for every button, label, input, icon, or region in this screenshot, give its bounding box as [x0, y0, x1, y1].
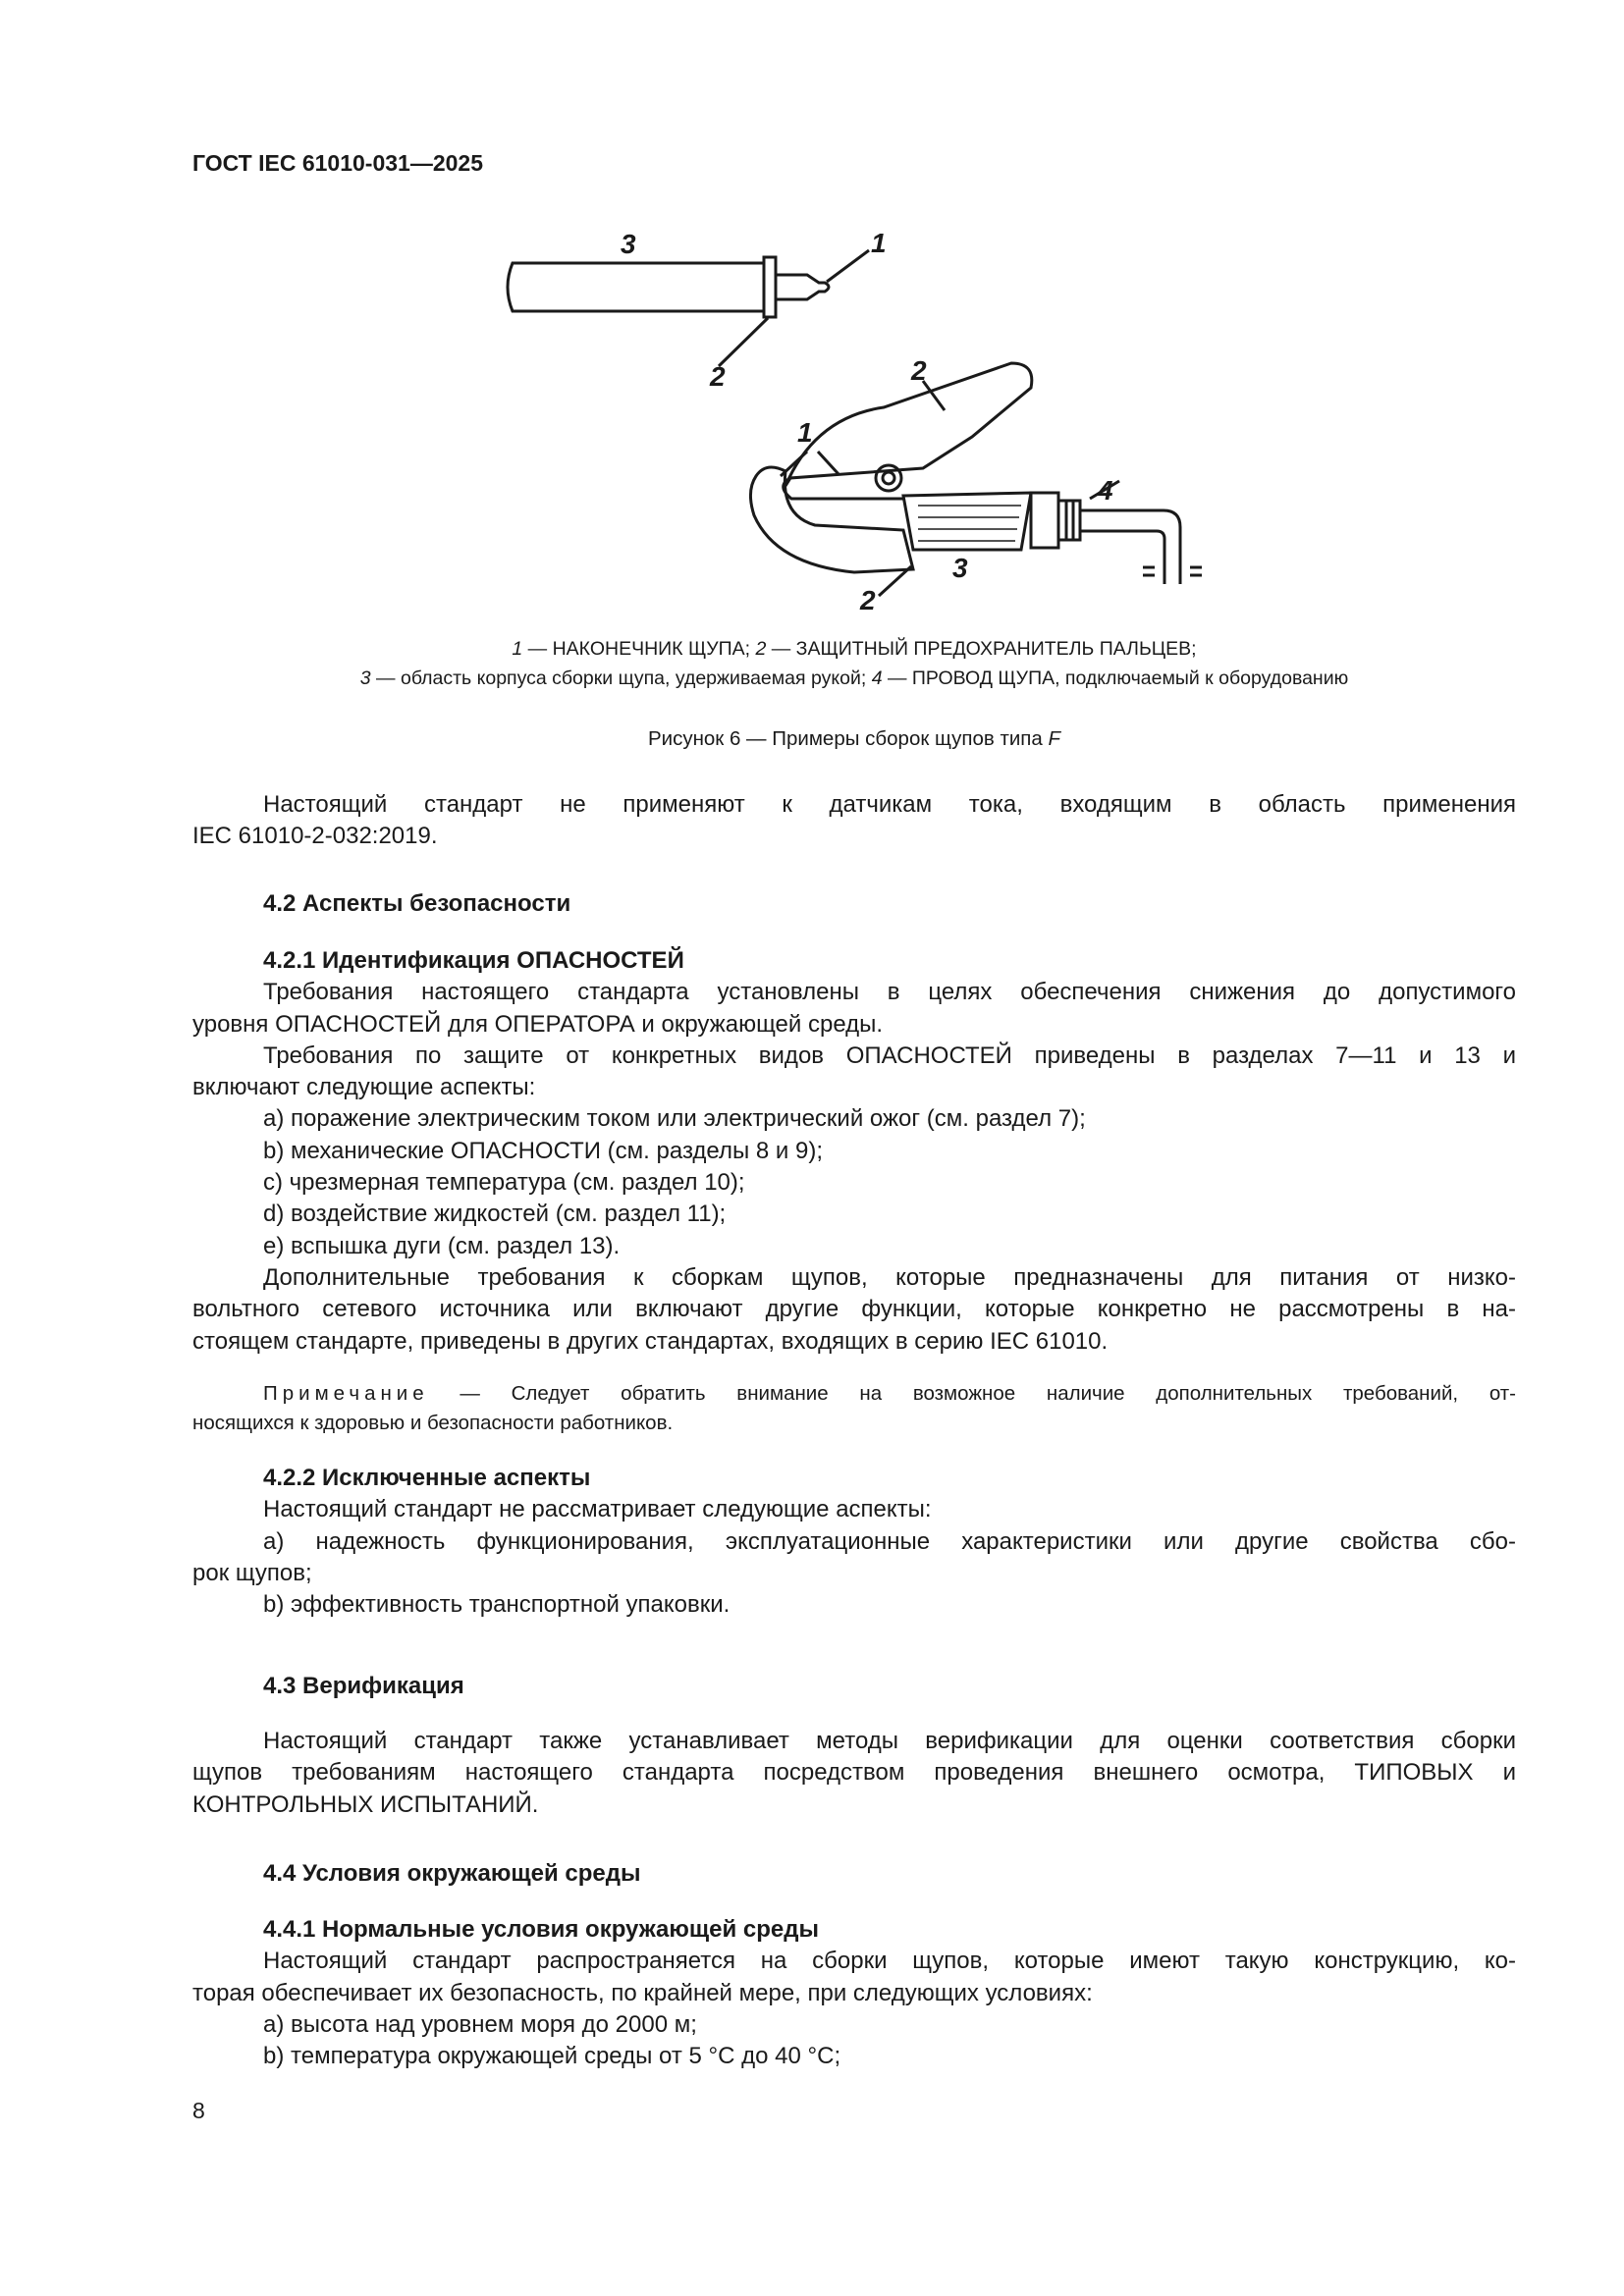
- callout-tip-clip: 1: [797, 417, 813, 448]
- callout-guard-clip-top: 2: [911, 355, 927, 386]
- figure-title-text: Рисунок 6 — Примеры сборок щупов типа: [647, 727, 1049, 750]
- leader-line: [827, 250, 869, 282]
- section-heading-4-4: 4.4 Условия окружающей среды: [263, 1860, 641, 1887]
- note-text: — Следует обратить внимание на возможное наличие дополнительных требований, от-: [428, 1382, 1516, 1405]
- clip-jaw-upper: [785, 363, 1032, 486]
- probe-lead-wire: [1080, 510, 1180, 584]
- figure-title: [192, 727, 1516, 751]
- list-item: b) температура окружающей среды от 5 °C до 40 °C;: [263, 2043, 841, 2070]
- list-item: d) воздействие жидкостей (см. раздел 11);: [263, 1201, 727, 1228]
- section-4-4-1: [192, 1914, 1516, 2072]
- callout-guard-clip-bottom: 2: [860, 585, 876, 614]
- callout-tip-straight: 1: [871, 228, 887, 258]
- legend-key: 4: [871, 667, 883, 689]
- list-item: a) высота над уровнем моря до 2000 м;: [263, 2010, 697, 2038]
- scope-paragraph: [192, 789, 1516, 853]
- legend-key: 1: [512, 638, 523, 660]
- paragraph-line: Настоящий стандарт не применяют к датчикам тока, входящим в область применения: [263, 791, 1516, 818]
- figure-legend-line-2: [192, 667, 1516, 690]
- callout-grip-straight: 3: [621, 229, 636, 259]
- straight-probe-body: [508, 263, 764, 311]
- list-item-continuation: рок щупов;: [192, 1559, 312, 1586]
- list-item: a) надежность функционирования, эксплуатационные характеристики или другие свойства сбо-: [263, 1527, 1516, 1555]
- figure-legend-line-1: [192, 638, 1516, 661]
- list-item: b) эффективность транспортной упаковки.: [263, 1591, 731, 1619]
- paragraph-line: вольтного сетевого источника или включают другие функции, которые конкретно не рассмотрены в на-: [192, 1296, 1516, 1323]
- section-4-2-2: [192, 1463, 1516, 1621]
- legend-text: — ЗАЩИТНЫЙ ПРЕДОХРАНИТЕЛЬ ПАЛЬЦЕВ;: [766, 638, 1197, 660]
- legend-text: — НАКОНЕЧНИК ЩУПА;: [522, 638, 756, 660]
- paragraph-line: торая обеспечивает их безопасность, по крайней мере, при следующих условиях:: [192, 1979, 1093, 2006]
- callout-grip-clip: 3: [952, 553, 968, 583]
- list-item: a) поражение электрическим током или электрический ожог (см. раздел 7);: [263, 1105, 1086, 1133]
- page-header: ГОСТ IEC 61010-031—2025: [192, 150, 483, 176]
- legend-key: 3: [359, 667, 371, 689]
- page-number: 8: [192, 2098, 205, 2123]
- leader-line: [781, 452, 807, 476]
- paragraph-line: уровня ОПАСНОСТЕЙ для ОПЕРАТОРА и окружающей среды.: [192, 1010, 884, 1038]
- paragraph-line: стоящем стандарте, приведены в других стандартах, входящих в серию IEC 61010.: [192, 1327, 1109, 1355]
- paragraph-line: Требования настоящего стандарта установлены в целях обеспечения снижения до допустимого: [263, 979, 1516, 1006]
- clip-pivot: [876, 465, 901, 491]
- figure-title-italic: F: [1048, 727, 1061, 750]
- straight-probe-guard: [764, 257, 776, 317]
- paragraph-line: КОНТРОЛЬНЫХ ИСПЫТАНИЙ.: [192, 1790, 539, 1818]
- section-4-2-1: [192, 945, 1516, 1358]
- paragraph-line: Настоящий стандарт распространяется на сборки щупов, которые имеют такую конструкцию, ко-: [263, 1948, 1516, 1975]
- section-heading-4-4-1: 4.4.1 Нормальные условия окружающей среды: [263, 1916, 819, 1943]
- paragraph-line: Требования по защите от конкретных видов ОПАСНОСТЕЙ приведены в разделах 7—11 и 13 и: [263, 1041, 1516, 1069]
- probe-assemblies-drawing: [442, 221, 1227, 614]
- list-item: c) чрезмерная температура (см. раздел 10);: [263, 1169, 745, 1197]
- list-item: b) механические ОПАСНОСТИ (см. разделы 8 и 9);: [263, 1137, 823, 1164]
- list-item: e) вспышка дуги (см. раздел 13).: [263, 1232, 621, 1259]
- legend-text: — ПРОВОД ЩУПА, подключаемый к оборудованию: [882, 667, 1349, 689]
- leader-line: [719, 318, 768, 366]
- paragraph-line: включают следующие аспекты:: [192, 1074, 536, 1101]
- legend-text: — область корпуса сборки щупа, удерживаемая рукой;: [370, 667, 872, 689]
- clip-grip-end: [1031, 493, 1058, 548]
- note-line: носящихся к здоровью и безопасности работников.: [192, 1412, 674, 1434]
- section-heading-4-2-2: 4.2.2 Исключенные аспекты: [263, 1465, 591, 1491]
- section-heading-4-3: 4.3 Верификация: [263, 1673, 464, 1699]
- paragraph-line: Дополнительные требования к сборкам щупов, которые предназначены для питания от низко-: [263, 1263, 1516, 1291]
- note-label: Примечание: [263, 1382, 429, 1405]
- section-4-3-paragraph: [192, 1726, 1516, 1821]
- legend-key: 2: [755, 638, 767, 660]
- paragraph-line: Настоящий стандарт также устанавливает методы верификации для оценки соответствия сборки: [263, 1728, 1516, 1754]
- paragraph-line: щупов требованиям настоящего стандарта посредством проведения внешнего осмотра, ТИПОВЫХ и: [192, 1759, 1516, 1787]
- figure-6-probe-drawing: [442, 221, 1227, 614]
- section-heading-4-2: 4.2 Аспекты безопасности: [263, 890, 571, 917]
- section-heading-4-2-1: 4.2.1 Идентификация ОПАСНОСТЕЙ: [263, 947, 684, 974]
- paragraph-line: IEC 61010-2-032:2019.: [192, 823, 438, 850]
- note: [192, 1379, 1516, 1438]
- note-line: [192, 1379, 1516, 1409]
- callout-lead: 4: [1098, 475, 1113, 506]
- callout-guard-straight: 2: [710, 361, 726, 392]
- leader-line: [818, 452, 839, 474]
- paragraph-line: Настоящий стандарт не рассматривает следующие аспекты:: [263, 1496, 932, 1523]
- straight-probe-tip: [776, 275, 829, 299]
